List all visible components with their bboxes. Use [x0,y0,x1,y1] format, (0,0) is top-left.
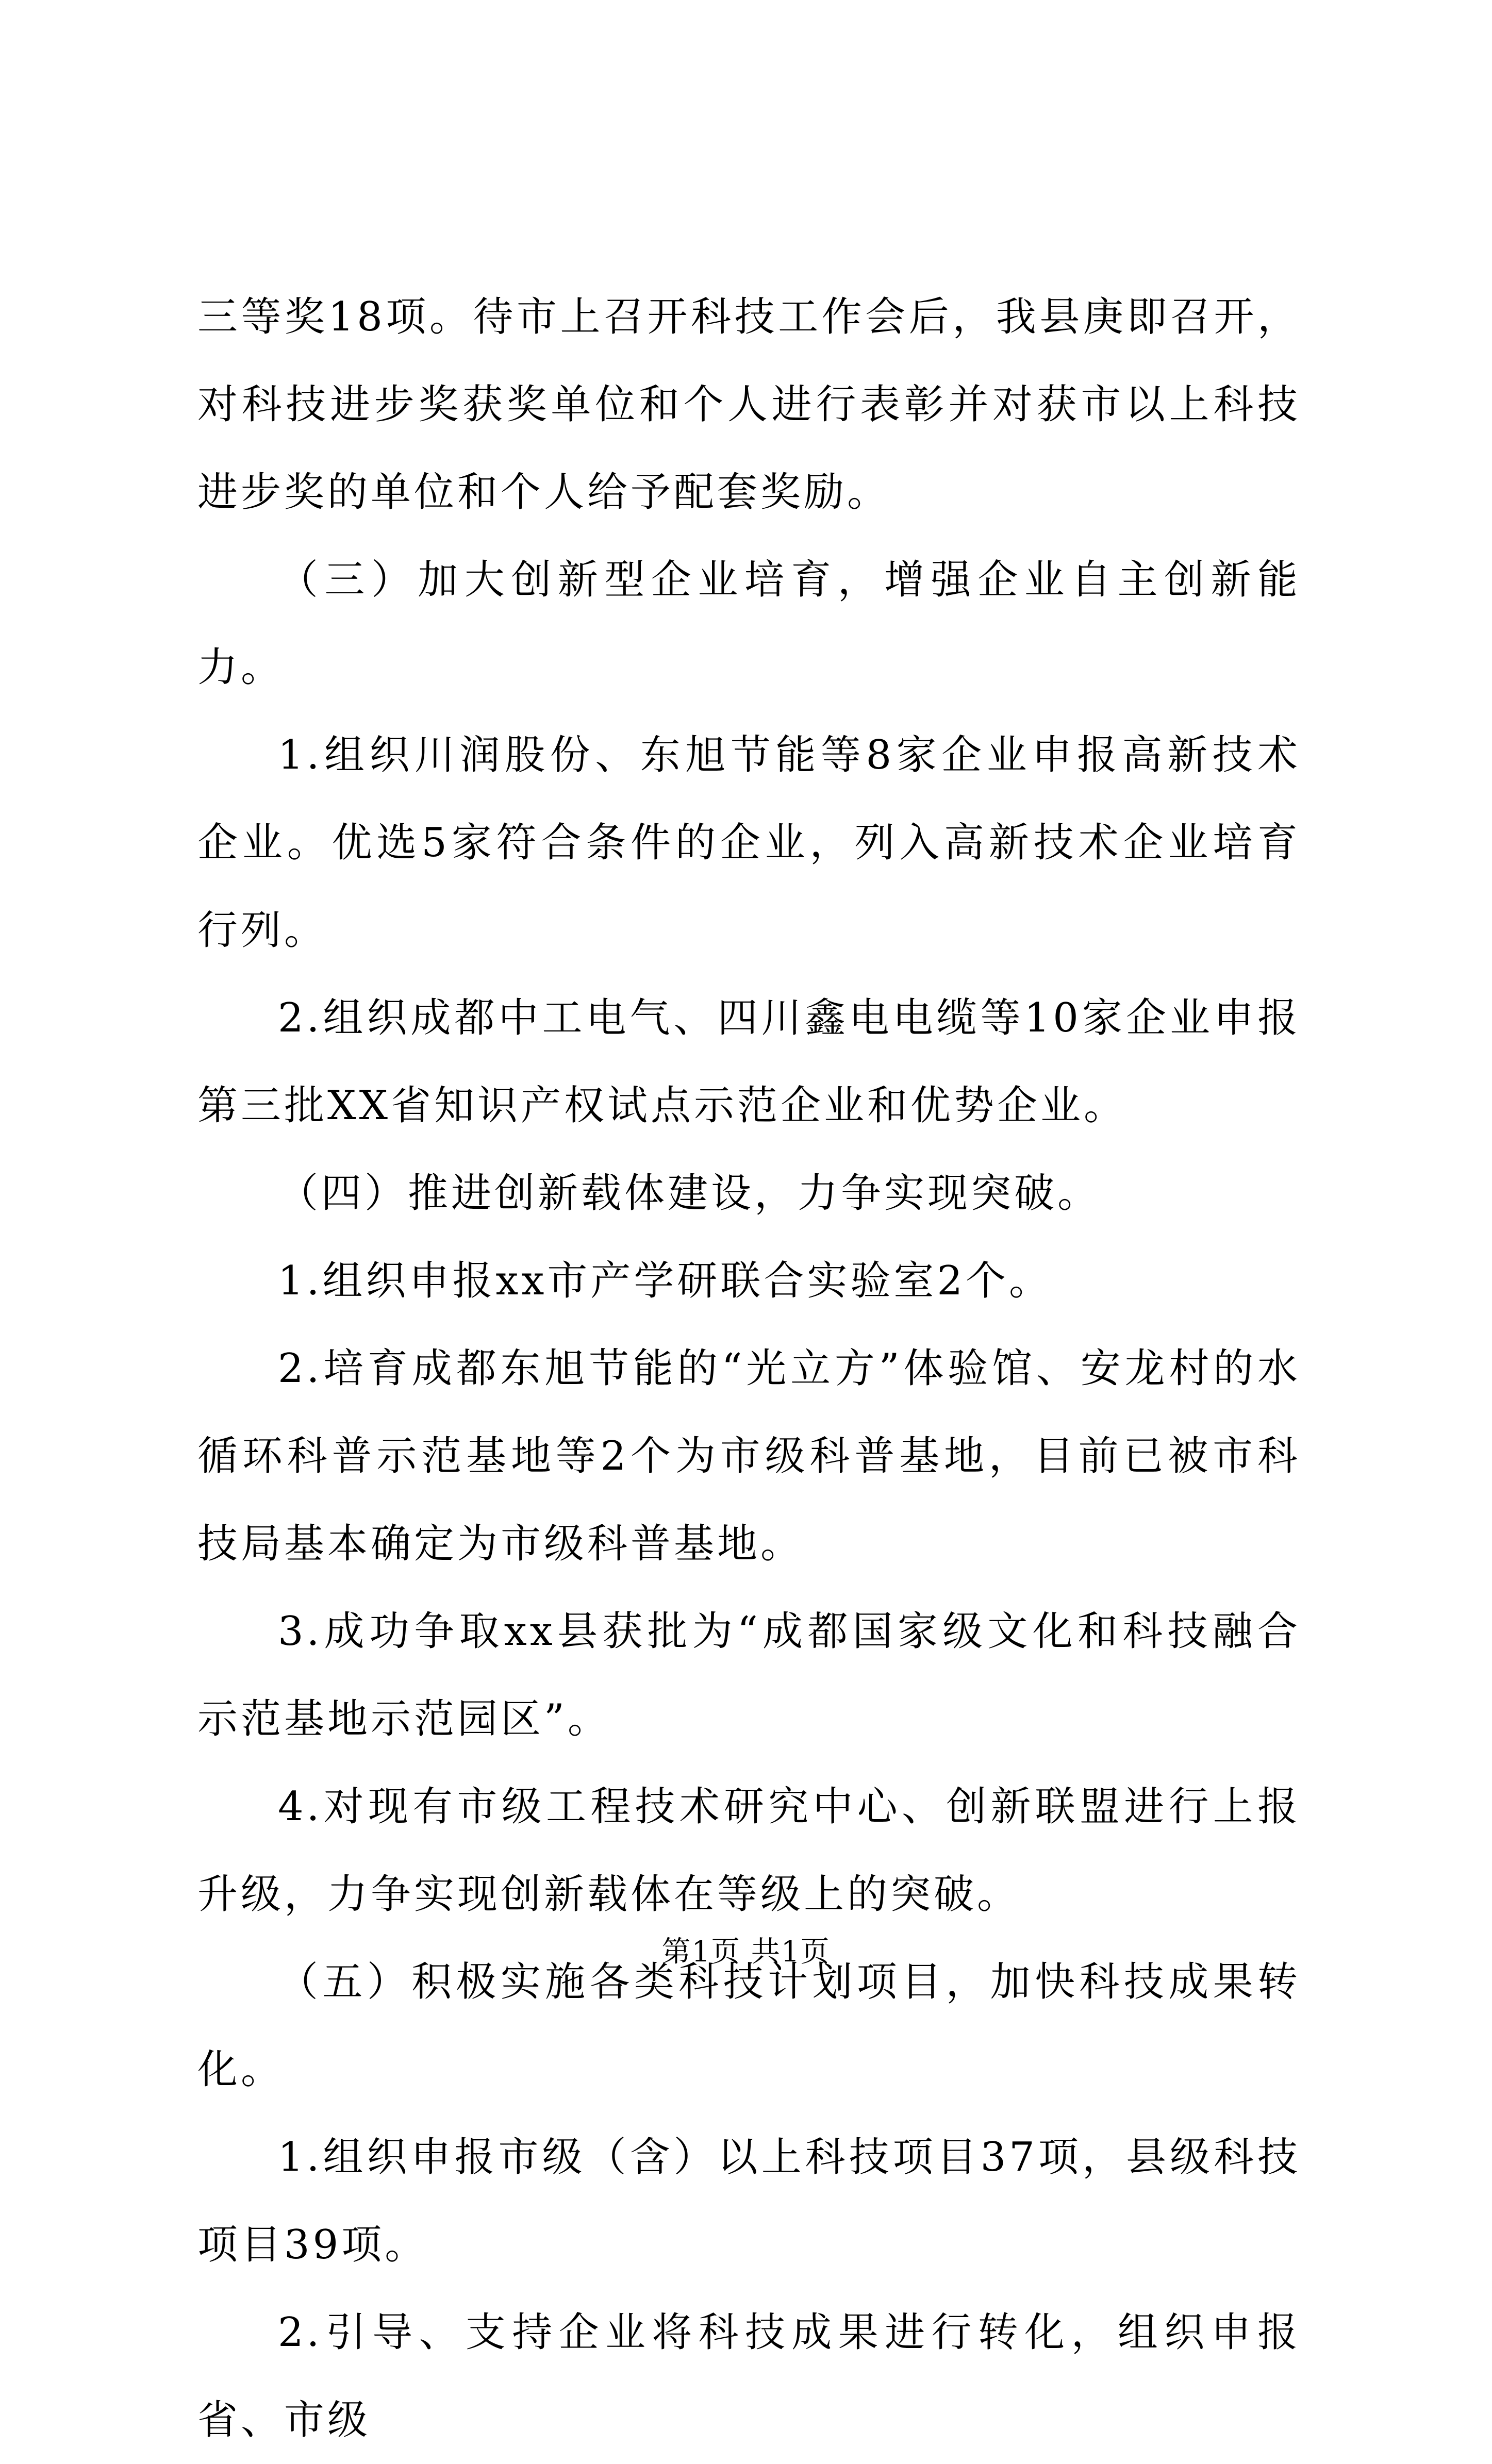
section-heading-5: （五）积极实施各类科技计划项目，加快科技成果转化。 [197,1959,1301,2093]
list-item: 2.组织成都中工电气、四川鑫电电缆等10家企业申报第三批XX省知识产权试点示范企业和优势企业。 [197,995,1301,1129]
list-item: 2.培育成都东旭节能的“光立方”体验馆、安龙村的水循环科普示范基地等2个为市级科普基地，目前已被市科技局基本确定为市级科普基地。 [197,1345,1301,1567]
section-heading-3: （三）加大创新型企业培育，增强企业自主创新能力。 [197,557,1301,691]
list-item: 2.引导、支持企业将科技成果进行转化，组织申报省、市级 [197,2309,1301,2443]
page-footer [0,1929,1492,1970]
list-item: 3.成功争取xx县获批为“成都国家级文化和科技融合示范基地示范园区”。 [197,1608,1301,1742]
section-heading-4: （四）推进创新载体建设，力争实现突破。 [278,1170,1101,1217]
list-item: 4.对现有市级工程技术研究中心、创新联盟进行上报升级，力争实现创新载体在等级上的突破。 [197,1784,1301,1918]
list-item: 1.组织申报市级（含）以上科技项目37项，县级科技项目39项。 [197,2134,1301,2268]
page-number-label: 第1页 共1页 [661,1935,831,1969]
list-item: 1.组织川润股份、东旭节能等8家企业申报高新技术企业。优选5家符合条件的企业，列入高新技术企业培育行列。 [197,732,1301,954]
document-body [197,273,1301,2464]
list-item: 1.组织申报xx市产学研联合实验室2个。 [278,1258,1053,1304]
paragraph-award-continuation: 三等奖18项。待市上召开科技工作会后，我县庚即召开，对科技进步奖获奖单位和个人进行表彰并对获市以上科技进步奖的单位和个人给予配套奖励。 [197,294,1301,515]
